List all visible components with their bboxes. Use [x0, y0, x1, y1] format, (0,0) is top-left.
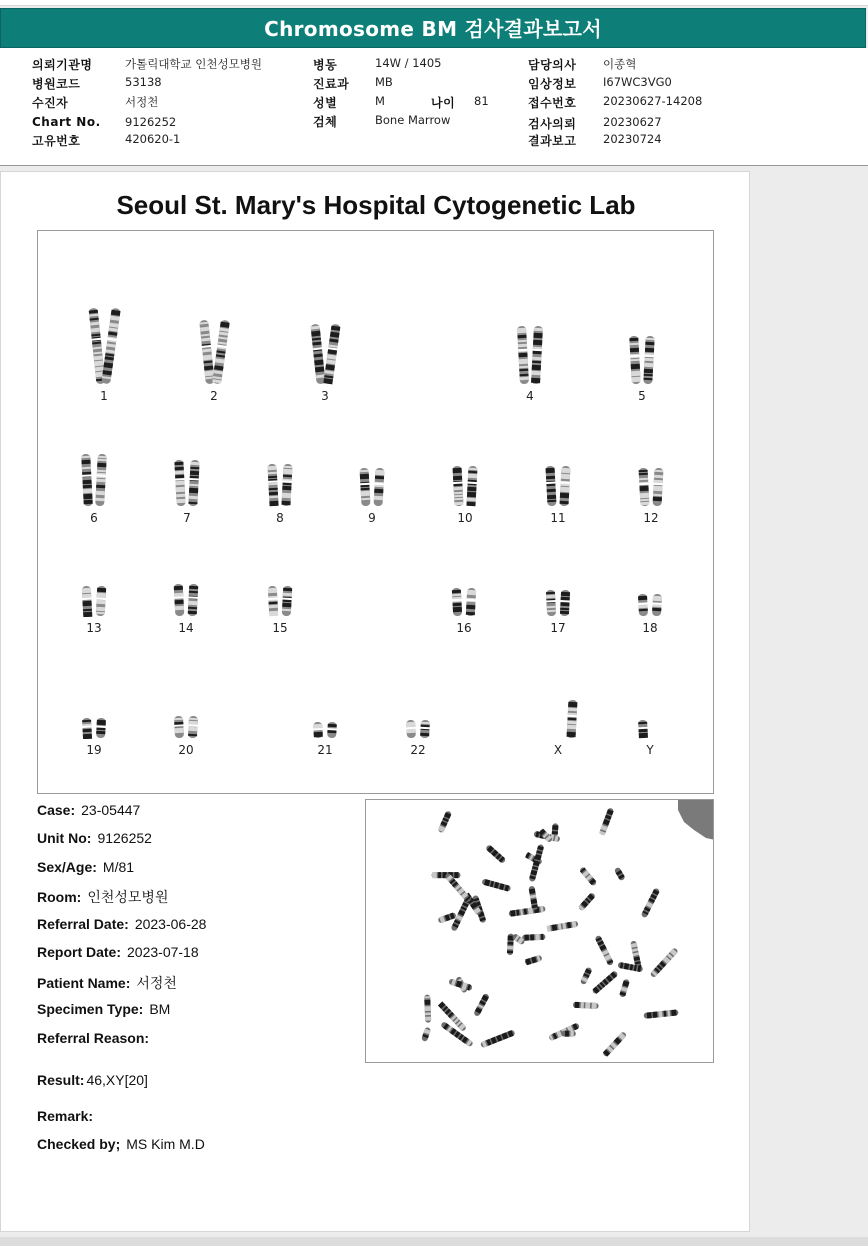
- chromosome-pair-6: [64, 453, 124, 525]
- chromosome-label: 16: [456, 621, 472, 635]
- chromosome-18-image: [620, 593, 680, 617]
- chromosome-10-image: [435, 465, 495, 507]
- chromosome-label: Y: [646, 743, 654, 757]
- info-ward-value: [375, 56, 441, 70]
- chromosome-pair-19: [64, 717, 124, 757]
- metaphase-chromosome: [481, 878, 511, 892]
- chromosome-label: 10: [457, 511, 473, 525]
- info-label: 성별: [313, 96, 338, 110]
- chromosome-11-image: [528, 465, 588, 507]
- metaphase-chromosome: [561, 1031, 576, 1037]
- chromosome-20-image: [156, 715, 216, 739]
- chromosome-pair-4: [500, 325, 560, 403]
- chromosome-y-image: [620, 719, 680, 739]
- info-clinical-value: [603, 75, 672, 89]
- unit-line: [37, 830, 152, 846]
- chromosome-label: 13: [86, 621, 102, 635]
- chromosome-12-image: [621, 467, 681, 507]
- unit-label: Unit No:: [37, 830, 92, 846]
- case-line: [37, 802, 140, 818]
- metaphase-chromosome: [602, 1031, 627, 1057]
- chromosome-pair-14: [156, 583, 216, 635]
- info-value: I67WC3VG0: [603, 75, 672, 89]
- info-label: 담당의사: [528, 58, 577, 72]
- referral-reason-line: [37, 1030, 155, 1046]
- report-date-value: 2023-07-18: [127, 944, 199, 960]
- result-label: Result:: [37, 1072, 85, 1088]
- report-title: Chromosome BM 검사결과보고서: [0, 8, 866, 48]
- info-sex: [313, 94, 337, 111]
- info-age-value: [474, 94, 489, 108]
- info-value: 20230627-14208: [603, 94, 703, 108]
- info-doctor-value: [603, 56, 636, 72]
- info-value: 가톨릭대학교 인천성모병원: [125, 57, 262, 71]
- metaphase-chromosome: [473, 993, 490, 1017]
- chromosome-pair-3: [295, 323, 355, 403]
- case-label: Case:: [37, 802, 76, 818]
- info-value: 9126252: [125, 115, 177, 129]
- chromosome-21-image: [295, 721, 355, 739]
- patient-name-label: Patient Name:: [37, 975, 131, 991]
- room-line: [37, 887, 168, 907]
- chromosome-label: 6: [90, 511, 98, 525]
- metaphase-chromosome: [480, 1029, 516, 1048]
- info-label: 결과보고: [528, 134, 577, 148]
- chromosome-pair-2: [184, 319, 244, 403]
- metaphase-chromosome: [591, 970, 618, 995]
- top-band: [0, 0, 868, 6]
- info-unique-no: [32, 132, 80, 149]
- bottom-band: [0, 1237, 868, 1246]
- metaphase-chromosome: [522, 934, 545, 941]
- info-value: M: [375, 94, 385, 108]
- metaphase-chromosome: [641, 887, 661, 918]
- sexage-label: Sex/Age:: [37, 859, 97, 875]
- chromosome-label: 4: [526, 389, 534, 403]
- chromosome-7-image: [157, 459, 217, 507]
- patient-name-value: 서정천: [136, 975, 177, 991]
- info-value: Bone Marrow: [375, 113, 451, 127]
- chromosome-label: 22: [410, 743, 426, 757]
- info-department-value: [375, 75, 393, 89]
- chromosome-label: 19: [86, 743, 102, 757]
- chromosome-13-image: [64, 585, 124, 617]
- chromosome-label: 9: [368, 511, 376, 525]
- chromosome-pair-10: [435, 465, 495, 525]
- info-institution-value: [125, 56, 262, 72]
- chromosome-pair-15: [250, 585, 310, 635]
- metaphase-spread-image: [366, 800, 714, 1063]
- info-value: 20230724: [603, 132, 662, 146]
- metaphase-chromosome: [578, 892, 596, 911]
- metaphase-chromosome: [594, 935, 614, 966]
- sexage-value: M/81: [102, 859, 135, 875]
- info-label: Chart No.: [32, 115, 101, 129]
- remark-line: [37, 1108, 99, 1124]
- chromosome-pair-18: [620, 593, 680, 635]
- chromosome-pair-x: [528, 699, 588, 757]
- metaphase-chromosome: [528, 886, 538, 911]
- metaphase-chromosome: [619, 979, 630, 998]
- info-label: 검체: [313, 115, 338, 129]
- info-hospital-code-value: [125, 75, 162, 89]
- info-value: MB: [375, 75, 393, 89]
- chromosome-3-image: [295, 323, 355, 385]
- chromosome-label: 15: [272, 621, 288, 635]
- karyogram-panel: [37, 230, 714, 794]
- info-ward: [313, 56, 337, 73]
- metaphase-chromosome: [552, 823, 559, 837]
- info-label: 임상정보: [528, 77, 577, 91]
- chromosome-pair-5: [612, 335, 672, 403]
- info-unique-no-value: [125, 132, 180, 146]
- info-value: 20230627: [603, 115, 662, 129]
- info-accession: [528, 94, 576, 111]
- info-label: 의뢰기관명: [32, 58, 93, 72]
- info-value: 420620-1: [125, 132, 181, 146]
- info-label: 병동: [313, 58, 338, 72]
- chromosome-pair-17: [528, 589, 588, 635]
- info-hospital-code: [32, 75, 80, 92]
- info-chart-no: [32, 115, 101, 129]
- chromosome-pair-12: [621, 467, 681, 525]
- chromosome-pair-9: [342, 467, 402, 525]
- info-institution: [32, 56, 92, 73]
- metaphase-chromosome: [485, 844, 506, 864]
- chromosome-label: 18: [642, 621, 658, 635]
- metaphase-chromosome: [529, 844, 545, 882]
- specimen-value: BM: [149, 1001, 171, 1017]
- chromosome-pair-20: [156, 715, 216, 757]
- lab-title: Seoul St. Mary's Hospital Cytogenetic Lab: [116, 190, 636, 220]
- chromosome-x-image: [528, 699, 588, 739]
- metaphase-chromosome: [547, 921, 579, 932]
- info-chart-no-value: [125, 115, 176, 129]
- chromosome-pair-y: [620, 719, 680, 757]
- chromosome-pair-7: [157, 459, 217, 525]
- metaphase-chromosome: [437, 810, 452, 833]
- chromosome-label: 3: [321, 389, 329, 403]
- chromosome-6-image: [64, 453, 124, 507]
- metaphase-chromosome: [579, 866, 597, 886]
- chromosome-14-image: [156, 583, 216, 617]
- chromosome-1-image: [74, 307, 134, 385]
- chromosome-label: 5: [638, 389, 646, 403]
- info-request-date: [528, 115, 576, 132]
- referral-date-value: 2023-06-28: [134, 916, 207, 932]
- patient-info-panel: [0, 48, 868, 166]
- chromosome-19-image: [64, 717, 124, 739]
- chromosome-pair-21: [295, 721, 355, 757]
- chromosome-label: 2: [210, 389, 218, 403]
- metaphase-chromosome: [573, 1002, 599, 1009]
- result-line: [37, 1072, 148, 1088]
- metaphase-chromosome: [650, 947, 679, 978]
- info-label: 수진자: [32, 96, 69, 110]
- chromosome-5-image: [612, 335, 672, 385]
- chromosome-9-image: [342, 467, 402, 507]
- info-value: 14W / 1405: [375, 56, 442, 70]
- chromosome-label: 20: [178, 743, 194, 757]
- metaphase-chromosome: [511, 933, 525, 945]
- chromosome-22-image: [388, 719, 448, 739]
- info-report-date: [528, 132, 576, 149]
- result-value: 46,XY[20]: [86, 1072, 148, 1088]
- info-value: 53138: [125, 75, 162, 89]
- chromosome-pair-8: [250, 463, 310, 525]
- metaphase-chromosome: [508, 906, 545, 917]
- checked-by-line: [37, 1136, 205, 1152]
- referral-date-line: [37, 916, 206, 932]
- info-label: 고유번호: [32, 134, 81, 148]
- info-sex-value: [375, 94, 385, 108]
- metaphase-chromosome: [643, 1009, 678, 1018]
- chromosome-label: 1: [100, 389, 108, 403]
- chromosome-pair-1: [74, 307, 134, 403]
- chromosome-label: 7: [183, 511, 191, 525]
- info-label: 검사의뢰: [528, 117, 577, 131]
- info-value: 서정천: [125, 95, 159, 109]
- checked-by-value: MS Kim M.D: [126, 1136, 205, 1152]
- info-label: 진료과: [313, 77, 350, 91]
- specimen-line: [37, 1001, 170, 1017]
- chromosome-label: 21: [317, 743, 333, 757]
- report-date-line: [37, 944, 199, 960]
- info-patient: [32, 94, 68, 111]
- chromosome-16-image: [434, 587, 494, 617]
- chromosome-label: 11: [550, 511, 566, 525]
- report-date-label: Report Date:: [37, 944, 122, 960]
- metaphase-chromosome: [524, 955, 542, 966]
- metaphase-chromosome: [614, 867, 626, 882]
- referral-reason-label: Referral Reason:: [37, 1030, 150, 1046]
- info-report-date-value: [603, 132, 662, 146]
- chromosome-pair-13: [64, 585, 124, 635]
- chromosome-15-image: [250, 585, 310, 617]
- info-clinical: [528, 75, 576, 92]
- room-value: 인천성모병원: [87, 889, 169, 905]
- info-label: 접수번호: [528, 96, 577, 110]
- chromosome-pair-22: [388, 719, 448, 757]
- info-patient-value: [125, 94, 158, 110]
- metaphase-chromosome: [599, 807, 614, 835]
- info-department: [313, 75, 349, 92]
- chromosome-pair-11: [528, 465, 588, 525]
- metaphase-chromosome: [424, 994, 431, 1022]
- referral-date-label: Referral Date:: [37, 916, 129, 932]
- sexage-line: [37, 859, 134, 875]
- case-value: 23-05447: [81, 802, 141, 818]
- info-value: 이종혁: [603, 57, 637, 71]
- chromosome-label: 12: [643, 511, 659, 525]
- chromosome-label: 14: [178, 621, 194, 635]
- info-doctor: [528, 56, 576, 73]
- chromosome-17-image: [528, 589, 588, 617]
- debris-mark: [678, 800, 714, 840]
- room-label: Room:: [37, 889, 82, 905]
- metaphase-image: [365, 799, 714, 1063]
- chromosome-8-image: [250, 463, 310, 507]
- chromosome-pair-16: [434, 587, 494, 635]
- checked-by-label: Checked by;: [37, 1136, 121, 1152]
- info-age: [431, 94, 455, 111]
- info-request-date-value: [603, 115, 662, 129]
- chromosome-label: 8: [276, 511, 284, 525]
- unit-value: 9126252: [97, 830, 152, 846]
- chromosome-2-image: [184, 319, 244, 385]
- info-specimen: [313, 113, 337, 130]
- metaphase-chromosome: [421, 1027, 431, 1042]
- metaphase-chromosome: [580, 967, 593, 985]
- chromosome-4-image: [500, 325, 560, 385]
- info-label: 병원코드: [32, 77, 81, 91]
- remark-label: Remark:: [37, 1108, 94, 1124]
- report-sheet: [0, 171, 750, 1232]
- patient-name-line: [37, 973, 177, 993]
- info-accession-value: [603, 94, 702, 108]
- specimen-label: Specimen Type:: [37, 1001, 144, 1017]
- info-value: 81: [474, 94, 489, 108]
- chromosome-label: X: [553, 743, 563, 757]
- chromosome-label: 17: [550, 621, 566, 635]
- info-specimen-value: [375, 113, 450, 127]
- info-label: 나이: [431, 96, 456, 110]
